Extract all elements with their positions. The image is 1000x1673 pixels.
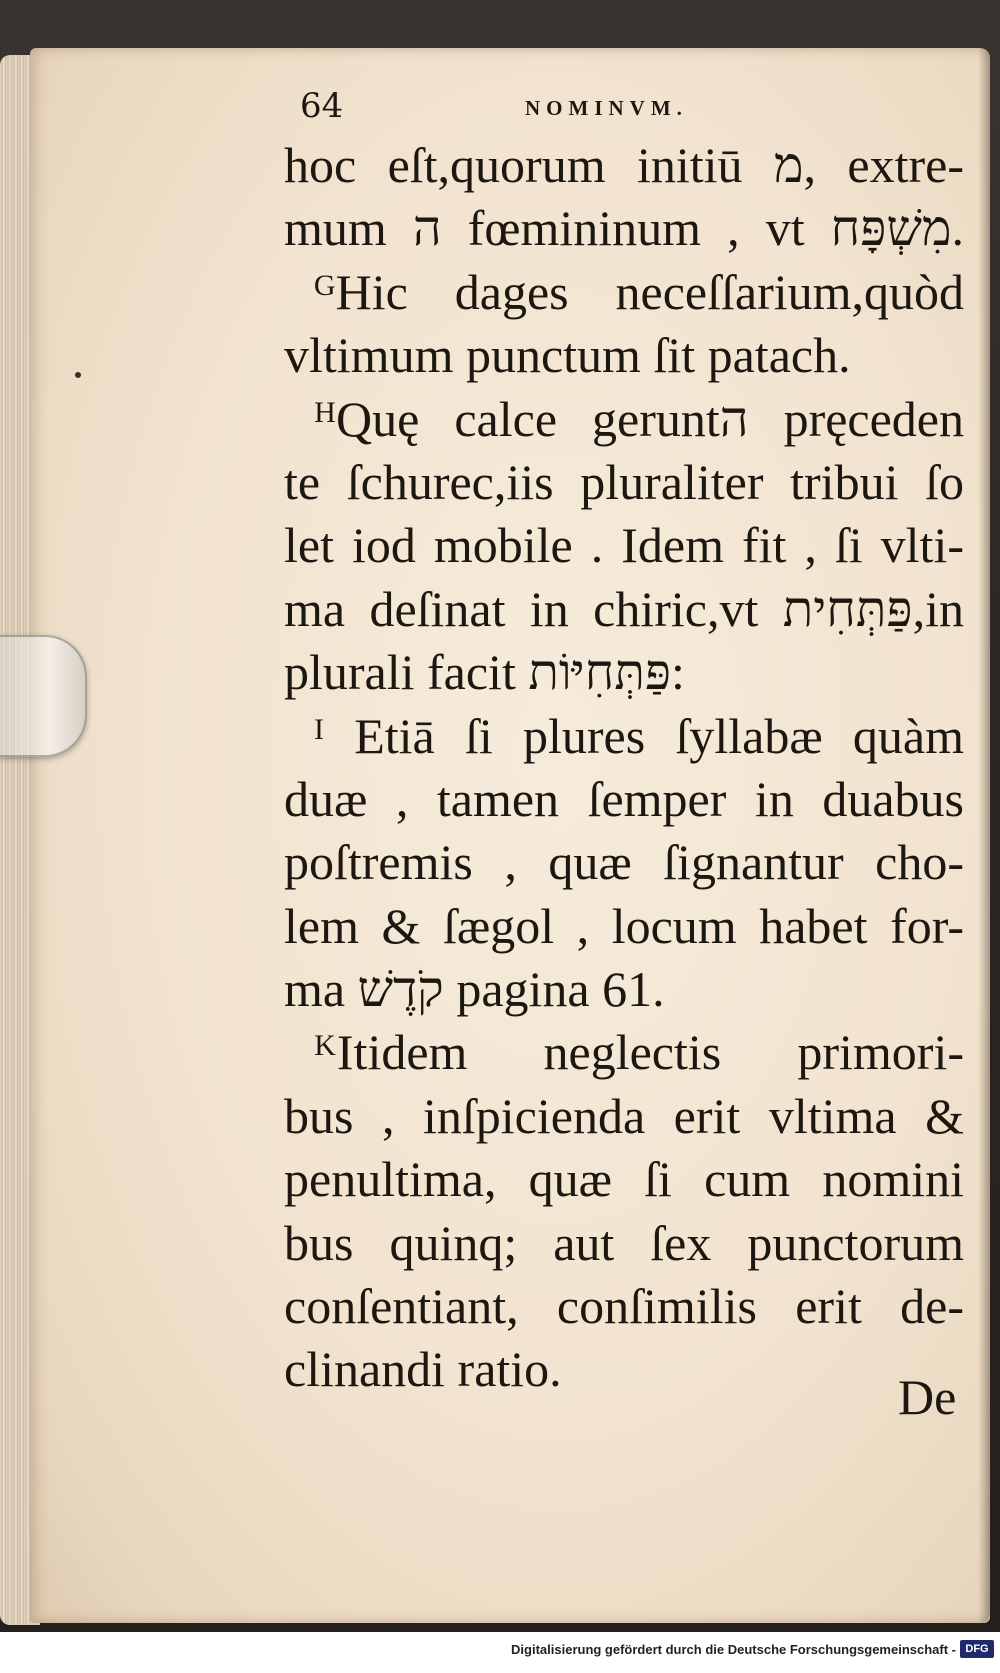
- page-header: [300, 86, 760, 126]
- text-line: ᴷItidem neglectis primori-: [314, 1024, 964, 1081]
- text-line: bus quinq; aut ſex punctorum: [284, 1214, 964, 1271]
- page-clip: [0, 635, 87, 757]
- text-line: mum ה fœmininum , vt מִשְׁפָּח.: [284, 200, 964, 257]
- text-line: lem & ſægol , locum habet for-: [284, 897, 964, 954]
- dfg-logo: DFG: [960, 1640, 994, 1658]
- text-line: poſtremis , quæ ſignantur cho-: [284, 834, 964, 891]
- text-line: conſentiant, conſimilis erit de-: [284, 1278, 964, 1335]
- text-line: duæ , tamen ſemper in duabus: [284, 770, 964, 827]
- text-line: plurali facit פַּתְּחִיּוֹת:: [284, 644, 685, 701]
- text-line: vltimum punctum ſit patach.: [284, 327, 851, 384]
- text-line: bus , inſpicienda erit vltima &: [284, 1087, 964, 1144]
- running-head: NOMINVM.: [525, 96, 688, 120]
- digitization-footer: [0, 1632, 1000, 1673]
- text-line: let iod mobile . Idem fit , ſi vlti-: [284, 517, 964, 574]
- text-line: ma deſinat in chiric,vt פַּתְּחִית,in: [284, 580, 964, 637]
- text-line: ᴵ Etiā ſi plures ſyllabæ quàm: [314, 707, 964, 764]
- text-line: hoc eſt,quorum initiū מ, extre-: [284, 137, 964, 193]
- text-line: ma קֹדֶשׁ pagina 61.: [284, 961, 665, 1018]
- text-line: te ſchurec,iis pluraliter tribui ſo: [284, 453, 964, 510]
- funding-credit: Digitalisierung gefördert durch die Deutsche Forschungsgemeinschaft -: [511, 1642, 956, 1657]
- page-number: 64: [300, 86, 344, 126]
- text-line: clinandi ratio.: [284, 1341, 562, 1398]
- text-line: penultima, quæ ſi cum nomini: [284, 1151, 964, 1208]
- text-line: ᴴQuę calce geruntה pręceden: [314, 390, 964, 447]
- body-text: [284, 134, 964, 1402]
- ink-spot: [75, 372, 81, 378]
- catchword: De: [898, 1369, 957, 1425]
- text-line: ᴳHic dages neceſſarium,quòd: [314, 263, 964, 320]
